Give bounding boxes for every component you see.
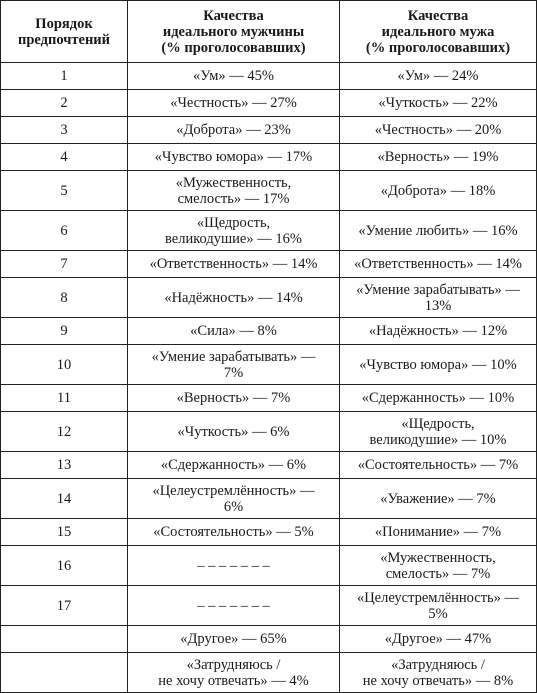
rank-cell: 2 (1, 90, 128, 117)
ideal-husband-cell-line: «Щедрость, (401, 415, 475, 432)
ideal-husband-cell (340, 626, 537, 653)
ideal-man-cell-line: «Честность» — 27% (170, 95, 297, 111)
ideal-man-cell-line: «Доброта» — 23% (176, 122, 291, 138)
rank-cell: 3 (1, 117, 128, 144)
ideal-man-cell (128, 412, 340, 452)
rank-cell: 1 (1, 63, 128, 90)
ideal-man-cell (128, 345, 340, 385)
ideal-husband-cell-line: «Другое» — 47% (384, 631, 492, 647)
ideal-man-cell-line: – – – – – – – (197, 557, 270, 574)
ideal-man-cell-line: – – – – – – – (197, 597, 270, 614)
table-header-row (1, 1, 537, 63)
ideal-husband-cell-line: «Мужественность, (380, 549, 496, 566)
ideal-man-cell (128, 90, 340, 117)
table-row (1, 519, 537, 546)
ideal-man-cell-line: «Другое» — 65% (180, 631, 287, 647)
ideal-husband-cell (340, 452, 537, 479)
ideal-husband-cell-line: «Затрудняюсь / (391, 656, 485, 673)
ideal-husband-cell-line: «Чуткость» — 22% (378, 95, 498, 111)
ideal-man-cell (128, 63, 340, 90)
ideal-husband-cell (340, 90, 537, 117)
rank-cell: 15 (1, 519, 128, 546)
ideal-husband-cell-line: «Ум» — 24% (397, 68, 479, 84)
table-row (1, 452, 537, 479)
table-row (1, 345, 537, 385)
ideal-husband-cell-line: не хочу отвечать» — 8% (362, 672, 514, 689)
header-ideal-husband-line: идеального мужа (381, 23, 495, 40)
header-rank (1, 1, 128, 63)
ideal-husband-cell (340, 171, 537, 211)
table-row (1, 546, 537, 586)
ideal-husband-cell (340, 586, 537, 626)
table-row (1, 278, 537, 318)
header-ideal-husband-line: Качества (407, 7, 469, 24)
header-ideal-man-line: идеального мужчины (162, 23, 305, 40)
ideal-husband-cell-line: смелость» — 7% (385, 565, 491, 582)
header-ideal-man-line: Качества (203, 7, 264, 24)
ideal-husband-cell (340, 345, 537, 385)
ideal-husband-cell (340, 412, 537, 452)
table-row (1, 586, 537, 626)
ideal-husband-cell (340, 318, 537, 345)
ideal-man-cell (128, 452, 340, 479)
ideal-man-cell-line: «Сила» — 8% (190, 323, 277, 339)
ideal-husband-cell (340, 278, 537, 318)
ideal-man-cell-line: великодушие» — 16% (165, 230, 302, 247)
rank-cell: 17 (1, 586, 128, 626)
rank-cell: 16 (1, 546, 128, 586)
rank-cell (1, 653, 128, 693)
ideal-husband-cell-line: «Верность» — 19% (377, 149, 499, 165)
ideal-husband-cell-line: «Чувство юмора» — 10% (359, 356, 517, 373)
ideal-husband-cell-line: «Целеустремлённость» — (356, 589, 520, 606)
ideal-man-cell (128, 278, 340, 318)
header-ideal-man-line: (% проголосовавших) (161, 39, 306, 56)
ideal-man-cell-line: 7% (223, 364, 244, 381)
table-row (1, 63, 537, 90)
ideal-husband-cell-line: 13% (424, 297, 452, 314)
ideal-man-cell-line: «Сдержанность» — 6% (160, 457, 307, 473)
ideal-man-cell-line: «Ответственность» — 14% (149, 256, 318, 272)
ideal-husband-cell-line: «Понимание» — 7% (374, 524, 502, 540)
header-rank-line: Порядок (35, 15, 93, 32)
table-row (1, 385, 537, 412)
ideal-man-cell (128, 211, 340, 251)
ideal-husband-cell-line: «Доброта» — 18% (380, 182, 496, 199)
ideal-man-cell (128, 117, 340, 144)
ideal-husband-cell (340, 63, 537, 90)
ideal-man-cell-line: 6% (223, 498, 244, 515)
ideal-husband-cell-line: 5% (428, 605, 448, 622)
ideal-husband-cell-line: «Сдержанность» — 10% (361, 390, 515, 406)
ideal-man-cell (128, 479, 340, 519)
ideal-man-cell (128, 385, 340, 412)
ideal-man-cell-line: «Чувство юмора» — 17% (154, 149, 313, 165)
ideal-husband-cell (340, 653, 537, 693)
table-row (1, 251, 537, 278)
rank-cell: 4 (1, 144, 128, 171)
ideal-husband-cell (340, 479, 537, 519)
ideal-husband-cell-line: «Умение любить» — 16% (358, 222, 518, 239)
table-row (1, 90, 537, 117)
header-rank-line: предпочтений (17, 31, 111, 48)
rank-cell: 7 (1, 251, 128, 278)
ideal-man-cell (128, 318, 340, 345)
table-row (1, 479, 537, 519)
ideal-man-cell-line: «Ум» — 45% (193, 68, 274, 84)
rank-cell: 12 (1, 412, 128, 452)
ideal-man-cell (128, 251, 340, 278)
rank-cell (1, 626, 128, 653)
rank-cell: 10 (1, 345, 128, 385)
header-ideal-man (128, 1, 340, 63)
rank-cell: 6 (1, 211, 128, 251)
table-row (1, 653, 537, 693)
ideal-husband-cell (340, 251, 537, 278)
ideal-husband-cell (340, 546, 537, 586)
table-row (1, 144, 537, 171)
table-row (1, 211, 537, 251)
ideal-man-cell-line: «Чуткость» — 6% (177, 423, 290, 440)
ideal-man-cell-line: «Затрудняюсь / (186, 656, 281, 673)
ideal-husband-cell-line: «Честность» — 20% (374, 122, 502, 138)
ideal-husband-cell-line: «Умение зарабатывать» — (356, 281, 520, 298)
ideal-man-cell-line: «Верность» — 7% (176, 390, 291, 406)
ideal-man-cell (128, 546, 340, 586)
ideal-man-cell-line: «Целеустремлённость» — (152, 482, 315, 499)
rank-cell: 11 (1, 385, 128, 412)
ideal-man-cell (128, 171, 340, 211)
ideal-husband-cell-line: «Состоятельность» — 7% (357, 457, 519, 473)
ideal-man-cell-line: «Состоятельность» — 5% (153, 524, 314, 540)
ideal-husband-cell (340, 117, 537, 144)
table-row (1, 117, 537, 144)
rank-cell: 8 (1, 278, 128, 318)
ideal-husband-cell-line: «Уважение» — 7% (380, 490, 496, 507)
ideal-husband-cell-line: «Надёжность» — 12% (368, 323, 508, 339)
ideal-man-cell-line: «Надёжность» — 14% (164, 289, 303, 306)
ideal-man-cell-line: «Мужественность, (175, 174, 292, 191)
rank-cell: 9 (1, 318, 128, 345)
ideal-man-cell (128, 144, 340, 171)
ideal-husband-cell (340, 144, 537, 171)
table-row (1, 626, 537, 653)
table-body (1, 63, 537, 693)
ideal-husband-cell (340, 519, 537, 546)
ideal-man-cell (128, 653, 340, 693)
rank-cell: 5 (1, 171, 128, 211)
ideal-husband-cell-line: «Ответственность» — 14% (354, 256, 522, 272)
ideal-man-cell (128, 519, 340, 546)
table-row (1, 171, 537, 211)
rank-cell: 14 (1, 479, 128, 519)
ideal-man-cell-line: «Щедрость, (196, 214, 271, 231)
table-row (1, 412, 537, 452)
ideal-man-cell-line: «Умение зарабатывать» — (151, 348, 316, 365)
ideal-husband-cell (340, 211, 537, 251)
header-ideal-husband-line: (% проголосовавших) (365, 39, 511, 56)
ideal-man-cell-line: не хочу отвечать» — 4% (158, 672, 309, 689)
rank-cell: 13 (1, 452, 128, 479)
table-row (1, 318, 537, 345)
ideal-husband-cell (340, 385, 537, 412)
ideal-man-cell (128, 586, 340, 626)
ideal-man-cell (128, 626, 340, 653)
ideal-man-cell-line: смелость» — 17% (177, 190, 290, 207)
ideal-husband-cell-line: великодушие» — 10% (369, 431, 507, 448)
header-ideal-husband (340, 1, 537, 63)
